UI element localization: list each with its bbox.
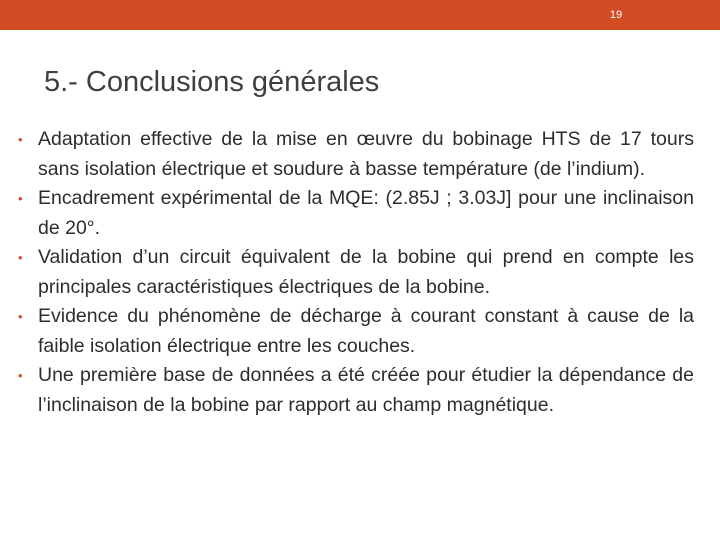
- bullet-marker-icon: •: [18, 191, 23, 206]
- bullet-text: Evidence du phénomène de décharge à courant constant à cause de la faible isolation électrique entre les couches.: [38, 305, 694, 357]
- bullet-item-mqe: [18, 184, 694, 243]
- bullet-item-validation: [18, 243, 694, 302]
- bullet-text: Encadrement expérimental de la MQE: (2.85J ; 3.03J] pour une inclinaison de 20°.: [38, 187, 694, 239]
- bullet-text: Validation d’un circuit équivalent de la bobine qui prend en compte les principales caractéristiques électriques de la bobine.: [38, 246, 694, 298]
- page-number: 19: [609, 9, 623, 21]
- bullet-item-adaptation: [18, 125, 694, 184]
- slide-title: 5.- Conclusions générales: [44, 66, 380, 98]
- header-bar: [0, 0, 720, 30]
- bullet-text: Une première base de données a été créée pour étudier la dépendance de l’inclinaison de la bobine par rapport au champ magnétique.: [38, 364, 694, 416]
- bullet-item-evidence: [18, 302, 694, 361]
- bullet-text: Adaptation effective de la mise en œuvre du bobinage HTS de 17 tours sans isolation électrique et soudure à basse température (de l’indium).: [38, 128, 694, 180]
- bullet-marker-icon: •: [18, 368, 23, 383]
- bullet-item-database: [18, 361, 694, 420]
- bullet-marker-icon: •: [18, 309, 23, 324]
- bullet-marker-icon: •: [18, 132, 23, 147]
- conclusions-list: [18, 125, 694, 420]
- bullet-marker-icon: •: [18, 250, 23, 265]
